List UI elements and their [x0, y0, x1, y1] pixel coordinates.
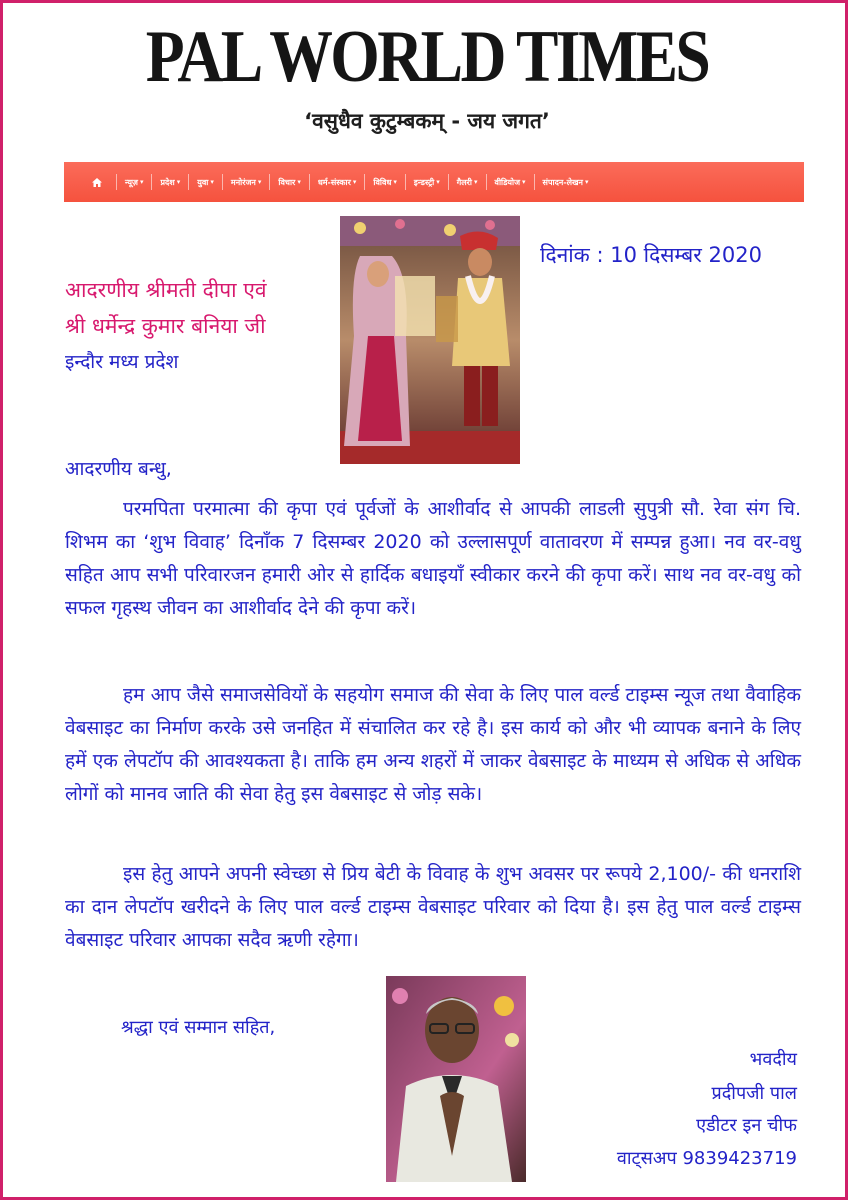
home-icon[interactable] [92, 174, 117, 190]
nav-item-gallery[interactable]: गैलरी ▾ [449, 174, 487, 190]
nav-item-videos[interactable]: वीडियोज ▾ [487, 174, 535, 190]
nav-item-dharm[interactable]: धर्म-संस्कार ▾ [310, 174, 366, 190]
letter-paragraph-1: परमपिता परमात्मा की कृपा एवं पूर्वजों के आशीर्वाद से आपकी लाडली सुपुत्री सौ. रेवा संग चि. शिभम का ‘शुभ विवाह’ दिनाँक 7 दिसम्बर 2020 को उल्लासपूर्ण वातावरण में सम्पन्न हुआ। नव वर-वधु सहित आप सभी परिवारजन हमारी ओर से हार्दिक बधाइयाँ स्वीकार करने की कृपा करें। साथ नव वर-वधु को सफल गृहस्थ जीवन का आशीर्वाद देने की कृपा करें। [65, 498, 801, 619]
nav-item-vichar[interactable]: विचार ▾ [270, 174, 309, 190]
nav-item-vividh[interactable]: विविध ▾ [365, 174, 405, 190]
nav-item-sampadan[interactable]: संपादन-लेखन ▾ [542, 177, 589, 187]
sender-name: प्रदीपजी पाल [711, 1083, 797, 1104]
recipient-city: इन्दौर मध्य प्रदेश [65, 351, 179, 373]
nav-bar [64, 162, 804, 202]
chevron-down-icon: ▾ [176, 178, 181, 186]
chevron-down-icon: ▾ [297, 178, 301, 186]
recipient-line-1: आदरणीय श्रीमती दीपा एवं [65, 278, 267, 302]
recipient-line-2: श्री धर्मेन्द्र कुमार बनिया जी [65, 314, 266, 338]
chevron-down-icon: ▾ [473, 178, 478, 186]
sender-contact: वाट्सअप 9839423719 [616, 1148, 797, 1169]
nav-item-industry[interactable]: इन्डस्ट्री ▾ [406, 174, 449, 190]
closing-line: श्रद्धा एवं सम्मान सहित, [121, 1017, 276, 1038]
chevron-down-icon: ▾ [257, 178, 262, 186]
editor-photo [386, 976, 526, 1182]
salutation: आदरणीय बन्धु, [65, 458, 172, 480]
chevron-down-icon: ▾ [436, 178, 440, 186]
sender-title: एडीटर इन चीफ [696, 1115, 797, 1136]
chevron-down-icon: ▾ [522, 178, 526, 186]
chevron-down-icon: ▾ [352, 178, 357, 186]
chevron-down-icon: ▾ [139, 178, 144, 186]
nav-item-manoranjan[interactable]: मनोरंजन ▾ [223, 174, 270, 190]
nav-item-news[interactable]: न्यूज़ ▾ [117, 174, 152, 190]
chevron-down-icon: ▾ [393, 178, 397, 186]
masthead-tagline: ‘वसुधैव कुटुम्बकम् - जय जगत’ [304, 109, 550, 133]
letter-paragraph-2: हम आप जैसे समाजसेवियों के सहयोग समाज की सेवा के लिए पाल वर्ल्ड टाइम्स न्यूज तथा वैवाहिक वेबसाइट का निर्माण करके उसे जनहित में संचालित कर रहे है। इस कार्य को और भी व्यापक बनाने के लिए हमें एक लेपटॉप की आवश्यकता है। ताकि हम अन्य शहरों में जाकर वेबसाइट के माध्यम से अधिक से अधिक लोगों को मानव जाति की सेवा हेतु इस वेबसाइट से जोड़ सके। [65, 684, 801, 805]
wedding-couple-photo [340, 216, 520, 464]
letter-paragraph-3: इस हेतु आपने अपनी स्वेच्छा से प्रिय बेटी के विवाह के शुभ अवसर पर रूपये 2,100/- की धनराशि का दान लेपटॉप खरीदने के लिए पाल वर्ल्ड टाइम्स वेबसाइट परिवार को दिया है। इस हेतु पाल वर्ल्ड टाइम्स वेबसाइट परिवार आपका सदैव ऋणी रहेगा। [65, 863, 801, 951]
letter-date: दिनांक : 10 दिसम्बर 2020 [540, 243, 762, 267]
newspaper-masthead: PAL WORLD TIMES [145, 16, 709, 98]
nav-item-yuva[interactable]: युवा ▾ [189, 174, 223, 190]
chevron-down-icon: ▾ [210, 178, 214, 186]
nav-item-pradesh[interactable]: प्रदेश ▾ [152, 174, 189, 190]
signoff: भवदीय [749, 1049, 797, 1070]
chevron-down-icon: ▾ [585, 178, 589, 186]
